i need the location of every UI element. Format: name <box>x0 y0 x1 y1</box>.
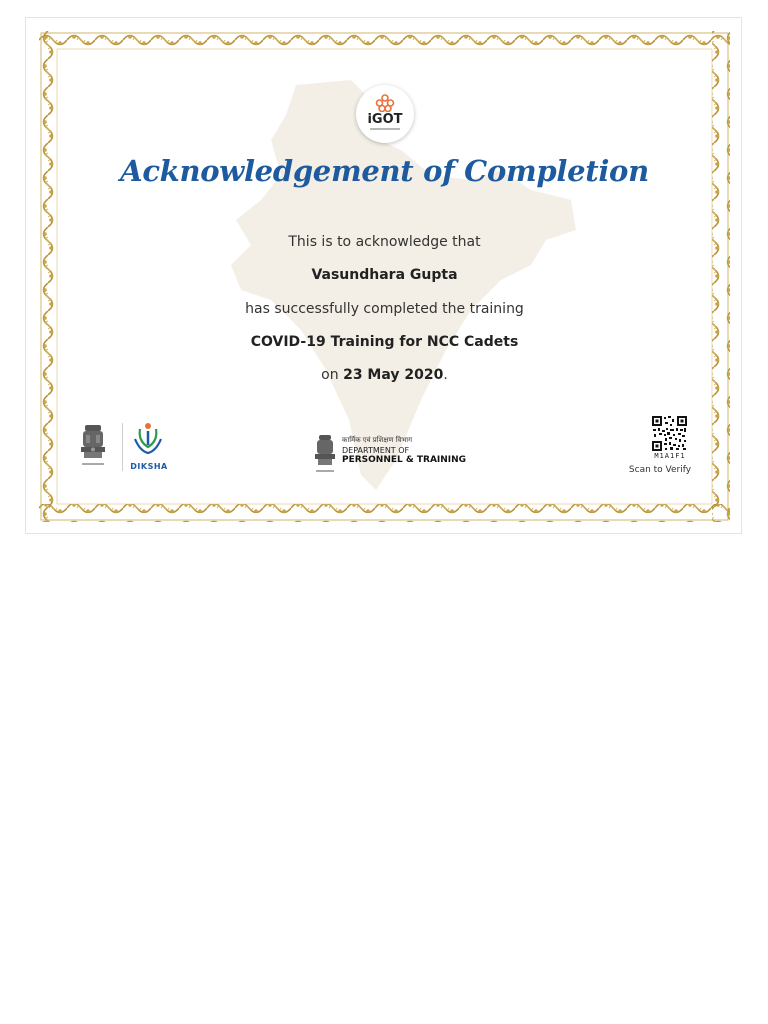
igot-logo <box>356 85 414 143</box>
completed-text: has successfully completed the training <box>245 301 524 317</box>
certificate-card <box>25 17 742 534</box>
igot-tagline-mark <box>370 128 400 130</box>
course-name: COVID-19 Training for NCC Cadets <box>250 334 519 350</box>
diksha-label: DIKSHA <box>130 462 168 471</box>
qr-code-text: M1A1F1 <box>654 452 686 460</box>
certificate-title: Acknowledgement of Completion <box>120 154 649 188</box>
date-suffix: . <box>443 367 448 383</box>
diksha-logo-icon <box>132 421 164 457</box>
igot-logo-text: iGOT <box>367 112 403 127</box>
dopt-name: PERSONNEL & TRAINING <box>342 455 467 465</box>
completion-date: 23 May 2020 <box>343 367 444 383</box>
scan-to-verify-label: Scan to Verify <box>628 465 692 475</box>
igot-flower-icon <box>375 94 395 112</box>
recipient-name: Vasundhara Gupta <box>311 267 458 283</box>
dopt-hindi-name: कार्मिक एवं प्रशिक्षण विभाग <box>342 436 413 444</box>
logo-divider <box>122 423 123 471</box>
completion-date-line <box>26 367 743 383</box>
date-prefix: on <box>321 367 339 383</box>
qr-code[interactable] <box>651 415 688 452</box>
intro-text: This is to acknowledge that <box>288 234 481 250</box>
dopt-emblem-icon <box>312 432 338 476</box>
national-emblem-icon <box>76 421 110 471</box>
dopt-department-label: DEPARTMENT OF <box>342 446 410 455</box>
